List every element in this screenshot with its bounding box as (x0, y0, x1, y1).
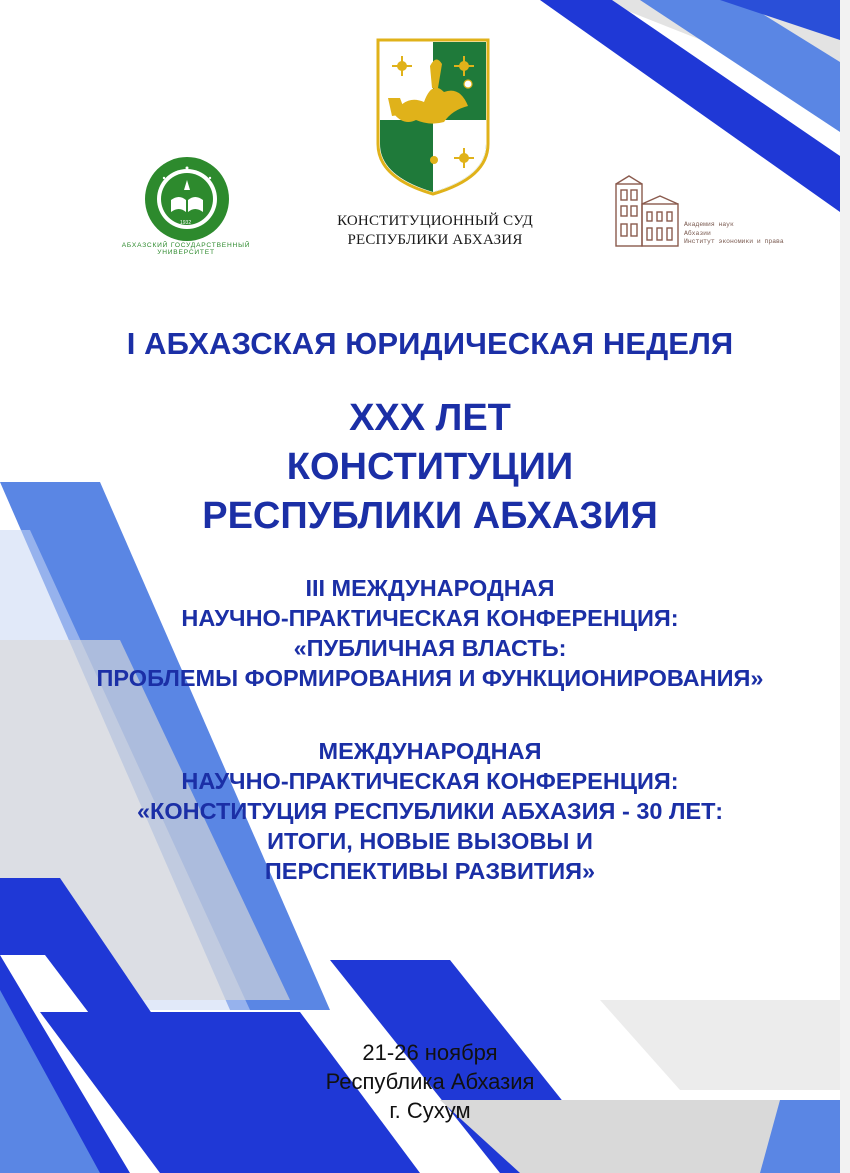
event-dates: 21-26 ноября (362, 1040, 498, 1065)
conference2-line1: МЕЖДУНАРОДНАЯ (318, 738, 542, 764)
court-caption-line2: РЕСПУБЛИКИ АБХАЗИЯ (347, 232, 523, 248)
conference2-title (20, 736, 840, 886)
anniversary-title-line2: КОНСТИТУЦИИ (286, 446, 574, 488)
conference1-line1: III МЕЖДУНАРОДНАЯ (305, 575, 555, 601)
conference2-line3: «КОНСТИТУЦИЯ РЕСПУБЛИКИ АБХАЗИЯ - 30 ЛЕТ: (136, 798, 724, 824)
anniversary-title-line1: XXX ЛЕТ (349, 397, 511, 439)
academy-building (612, 174, 682, 248)
conference1-line4: ПРОБЛЕМЫ ФОРМИРОВАНИЯ И ФУНКЦИОНИРОВАНИЯ» (96, 665, 764, 691)
academy-caption-line2: Абхазии (684, 229, 711, 237)
event-city: г. Сухум (389, 1098, 471, 1123)
seal-year: 1932 (180, 220, 192, 226)
conference1-line2: НАУЧНО-ПРАКТИЧЕСКАЯ КОНФЕРЕНЦИЯ: (181, 605, 679, 631)
conference2-line4: ИТОГИ, НОВЫЕ ВЫЗОВЫ И (267, 828, 593, 854)
conference1-title (20, 573, 840, 693)
conference1-line3: «ПУБЛИЧНАЯ ВЛАСТЬ: (293, 635, 567, 661)
constitutional-court-emblem (372, 36, 494, 198)
event-title: I АБХАЗСКАЯ ЮРИДИЧЕСКАЯ НЕДЕЛЯ (126, 326, 734, 361)
academy-caption (684, 221, 804, 247)
anniversary-title-line3: РЕСПУБЛИКИ АБХАЗИЯ (202, 495, 658, 537)
academy-building-icon (612, 174, 682, 248)
abkhazia-coat-of-arms-icon (372, 36, 494, 198)
academy-caption-line3: Институт экономики и права (684, 238, 784, 246)
anniversary-title (20, 394, 840, 541)
event-details (220, 1038, 640, 1125)
university-seal-icon (144, 156, 230, 242)
conference2-line2: НАУЧНО-ПРАКТИЧЕСКАЯ КОНФЕРЕНЦИЯ: (181, 768, 679, 794)
court-caption (300, 212, 570, 250)
event-country: Республика Абхазия (325, 1069, 535, 1094)
university-caption: АБХАЗСКИЙ ГОСУДАРСТВЕННЫЙ УНИВЕРСИТЕТ (121, 242, 251, 256)
conference2-line5: ПЕРСПЕКТИВЫ РАЗВИТИЯ» (264, 858, 596, 884)
academy-caption-line1: Академия наук (684, 221, 734, 228)
university-seal (144, 156, 230, 242)
court-caption-line1: КОНСТИТУЦИОННЫЙ СУД (337, 213, 533, 229)
